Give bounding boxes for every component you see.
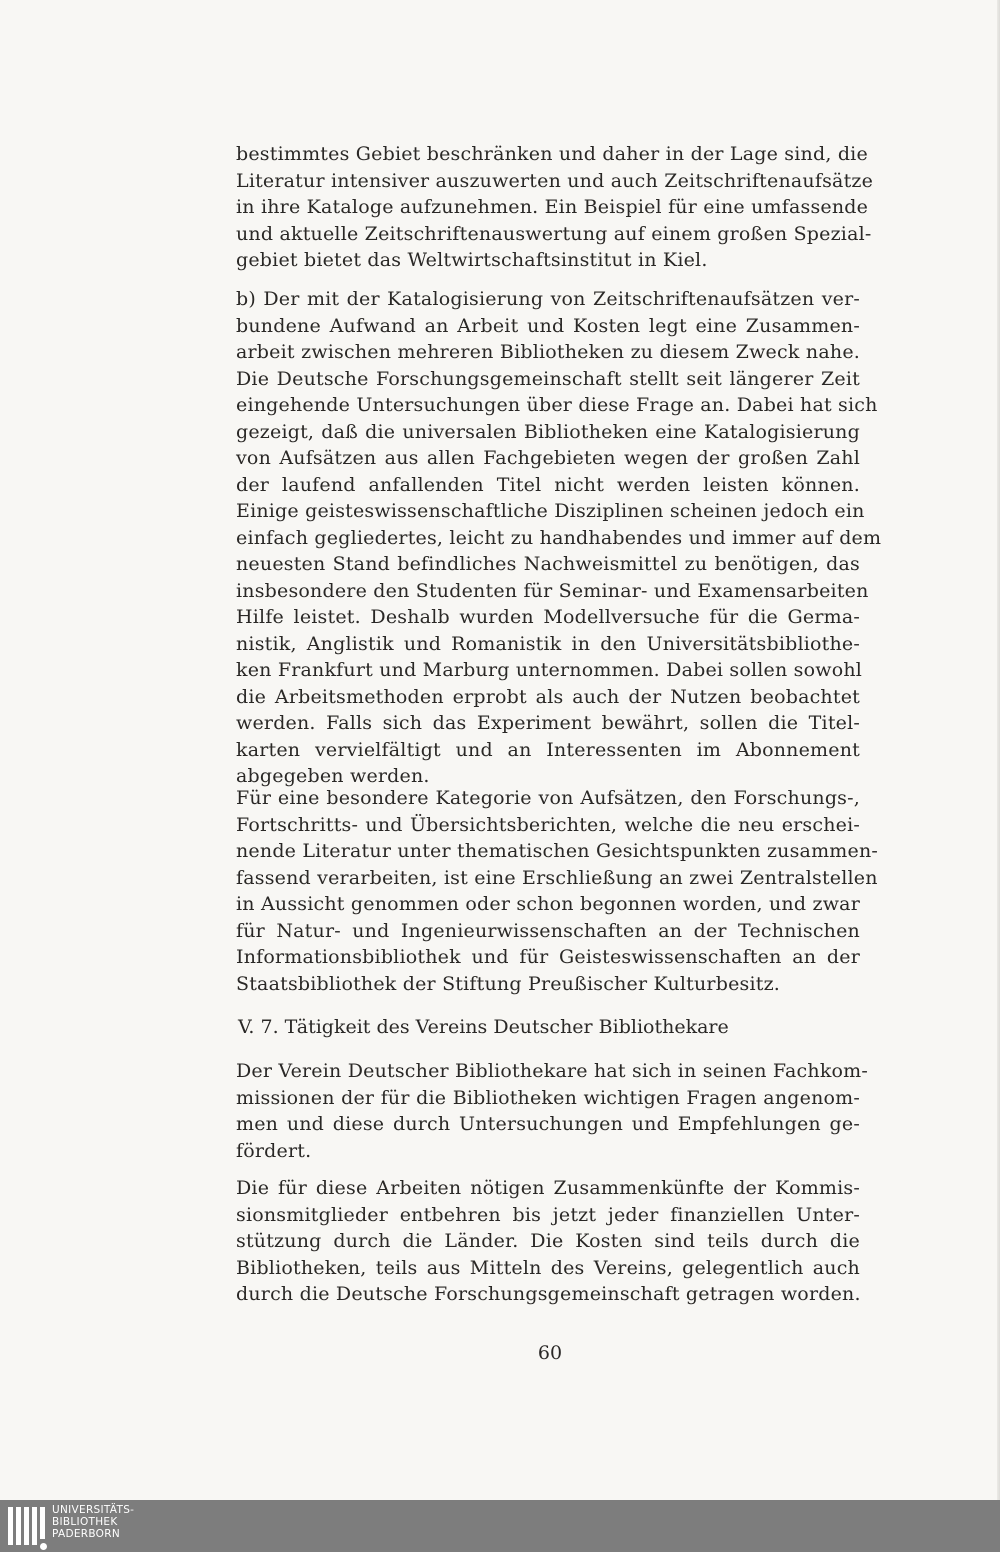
logo-bars-icon bbox=[6, 1500, 48, 1552]
text-line: gezeigt, daß die universalen Bibliotheken eine Katalogisierung bbox=[236, 420, 860, 443]
text-line: Literatur intensiver auszuwerten und auch Zeitschriftenaufsätze bbox=[236, 169, 874, 192]
logo-text bbox=[52, 1504, 134, 1540]
library-logo[interactable] bbox=[0, 1500, 134, 1552]
text-line: neuesten Stand befindliches Nachweismittel zu benötigen, das bbox=[236, 553, 860, 575]
text-line: eingehende Untersuchungen über diese Frage an. Dabei hat sich bbox=[236, 394, 878, 416]
text-line: werden. Falls sich das Experiment bewährt, sollen die Titel- bbox=[236, 712, 860, 734]
text-line: Hilfe leistet. Deshalb wurden Modellversuche für die Germa- bbox=[236, 606, 860, 628]
text-line: die Arbeitsmethoden erprobt als auch der Nutzen beobachtet bbox=[236, 685, 860, 708]
text-line: Die Deutsche Forschungsgemeinschaft stellt seit längerer Zeit bbox=[236, 367, 860, 390]
text-line: Fortschritts- und Übersichtsberichten, welche die neu erschei- bbox=[236, 813, 860, 836]
text-line: und aktuelle Zeitschriftenauswertung auf einem großen Spezial- bbox=[236, 222, 872, 245]
text-line: b) Der mit der Katalogisierung von Zeitschriftenaufsätzen ver- bbox=[236, 288, 860, 310]
page-number: 60 bbox=[537, 1342, 563, 1364]
text-line: bestimmtes Gebiet beschränken und daher in der Lage sind, die bbox=[236, 143, 868, 165]
text-line: in Aussicht genommen oder schon begonnen worden, und zwar bbox=[236, 893, 860, 915]
paragraph-5 bbox=[236, 1175, 860, 1308]
text-line: abgegeben werden. bbox=[236, 765, 430, 787]
text-line: in ihre Kataloge aufzunehmen. Ein Beispiel für eine umfassende bbox=[236, 196, 869, 218]
text-line: Informationsbibliothek und für Geisteswissenschaften an der bbox=[236, 946, 860, 968]
text-line: bundene Aufwand an Arbeit und Kosten legt eine Zusammen- bbox=[236, 314, 860, 337]
logo-line: UNIVERSITÄTS- bbox=[52, 1504, 135, 1516]
footer-bar bbox=[0, 1500, 1000, 1552]
text-line: durch die Deutsche Forschungsgemeinschaft getragen worden. bbox=[236, 1283, 861, 1305]
text-line: insbesondere den Studenten für Seminar- und Examensarbeiten bbox=[236, 579, 869, 602]
text-line: Die für diese Arbeiten nötigen Zusammenkünfte der Kommis- bbox=[236, 1177, 860, 1199]
text-line: der laufend anfallenden Titel nicht werden leisten können. bbox=[236, 473, 860, 496]
text-line: von Aufsätzen aus allen Fachgebieten wegen der großen Zahl bbox=[236, 447, 860, 469]
logo-line: BIBLIOTHEK bbox=[52, 1516, 118, 1528]
text-line: gebiet bietet das Weltwirtschaftsinstitut in Kiel. bbox=[236, 249, 708, 271]
text-line: fassend verarbeiten, ist eine Erschließung an zwei Zentralstellen bbox=[236, 866, 878, 889]
paragraph-4 bbox=[236, 1058, 869, 1164]
text-line: Bibliotheken, teils aus Mitteln des Vereins, gelegentlich auch bbox=[236, 1256, 860, 1279]
text-line: stützung durch die Länder. Die Kosten sind teils durch die bbox=[236, 1230, 860, 1252]
text-line: karten vervielfältigt und an Interessenten im Abonnement bbox=[236, 738, 860, 761]
text-line: einfach gegliedertes, leicht zu handhabendes und immer auf dem bbox=[236, 526, 882, 549]
text-line: arbeit zwischen mehreren Bibliotheken zu diesem Zweck nahe. bbox=[236, 341, 860, 363]
paragraph-1 bbox=[236, 141, 874, 274]
text-line: sionsmitglieder entbehren bis jetzt jeder finanziellen Unter- bbox=[236, 1203, 860, 1226]
text-line: für Natur- und Ingenieurwissenschaften an der Technischen bbox=[236, 919, 860, 942]
text-line: Für eine besondere Kategorie von Aufsätzen, den Forschungs-, bbox=[236, 787, 860, 809]
text-line: Der Verein Deutscher Bibliothekare hat sich in seinen Fachkom- bbox=[236, 1060, 869, 1082]
text-line: ken Frankfurt und Marburg unternommen. Dabei sollen sowohl bbox=[236, 659, 863, 681]
logo-line: PADERBORN bbox=[52, 1528, 120, 1540]
text-line: nende Literatur unter thematischen Gesichtspunkten zusammen- bbox=[236, 840, 879, 862]
paragraph-2 bbox=[236, 286, 882, 790]
text-line: nistik, Anglistik und Romanistik in den Universitätsbibliothe- bbox=[236, 632, 860, 655]
text-line: fördert. bbox=[236, 1139, 312, 1162]
section-heading: V. 7. Tätigkeit des Vereins Deutscher Bibliothekare bbox=[238, 1016, 729, 1038]
text-line: men und diese durch Untersuchungen und Empfehlungen ge- bbox=[236, 1113, 860, 1135]
paragraph-3 bbox=[236, 785, 879, 997]
text-line: Einige geisteswissenschaftliche Disziplinen scheinen jedoch ein bbox=[236, 500, 865, 522]
text-line: missionen der für die Bibliotheken wichtigen Fragen angenom- bbox=[236, 1086, 860, 1109]
text-line: Staatsbibliothek der Stiftung Preußischer Kulturbesitz. bbox=[236, 972, 781, 995]
